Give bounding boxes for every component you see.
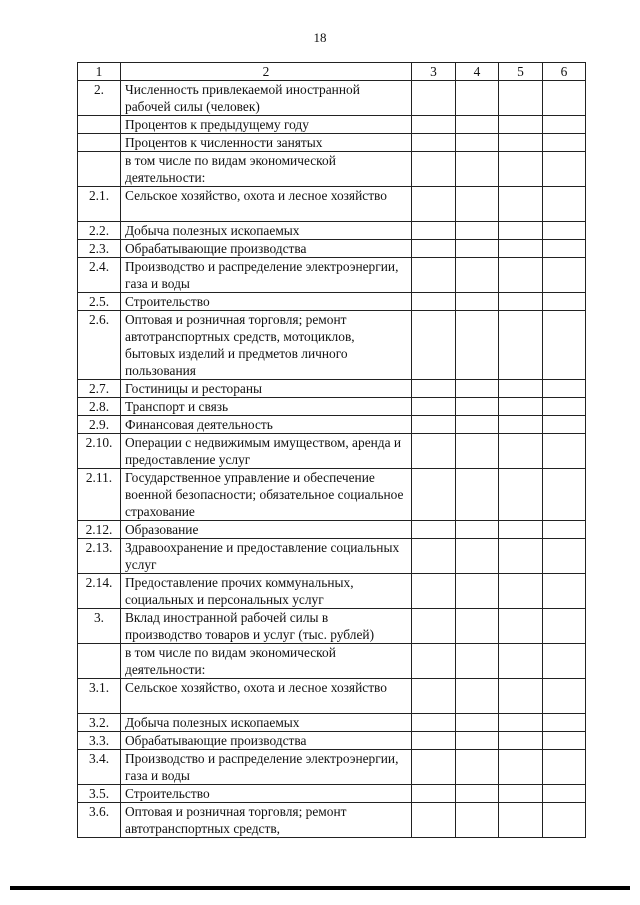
table-row <box>78 187 586 222</box>
value-cell-col-5[interactable] <box>499 116 543 134</box>
value-cell-col-3[interactable] <box>412 732 456 750</box>
value-cell-col-4[interactable] <box>456 311 499 380</box>
table-row <box>78 152 586 187</box>
indicator-name: в том числе по видам экономической деятельности: <box>121 152 412 187</box>
row-number: 2.11. <box>78 469 121 521</box>
indicator-name: Образование <box>121 521 412 539</box>
value-cell-col-5[interactable] <box>499 134 543 152</box>
row-number: 2.6. <box>78 311 121 380</box>
indicator-name: Процентов к предыдущему году <box>121 116 412 134</box>
value-cell-col-6[interactable] <box>543 785 586 803</box>
value-cell-col-6[interactable] <box>543 521 586 539</box>
column-header: 4 <box>456 63 499 81</box>
value-cell-col-4[interactable] <box>456 398 499 416</box>
value-cell-col-6[interactable] <box>543 539 586 574</box>
table-row <box>78 785 586 803</box>
value-cell-col-6[interactable] <box>543 469 586 521</box>
row-number: 2.12. <box>78 521 121 539</box>
table-row <box>78 311 586 380</box>
value-cell-col-3[interactable] <box>412 258 456 293</box>
indicator-name: Оптовая и розничная торговля; ремонт автотранспортных средств, мотоциклов, бытовых изделий и предметов личного пользования <box>121 311 412 380</box>
value-cell-col-4[interactable] <box>456 644 499 679</box>
indicator-name: Обрабатывающие производства <box>121 732 412 750</box>
value-cell-col-4[interactable] <box>456 258 499 293</box>
value-cell-col-3[interactable] <box>412 187 456 222</box>
value-cell-col-5[interactable] <box>499 803 543 838</box>
value-cell-col-4[interactable] <box>456 187 499 222</box>
value-cell-col-4[interactable] <box>456 521 499 539</box>
row-number: 2.10. <box>78 434 121 469</box>
value-cell-col-3[interactable] <box>412 469 456 521</box>
value-cell-col-3[interactable] <box>412 152 456 187</box>
value-cell-col-5[interactable] <box>499 679 543 714</box>
indicator-name: Сельское хозяйство, охота и лесное хозяйство <box>121 679 412 714</box>
value-cell-col-4[interactable] <box>456 116 499 134</box>
row-number <box>78 152 121 187</box>
value-cell-col-3[interactable] <box>412 785 456 803</box>
value-cell-col-4[interactable] <box>456 574 499 609</box>
row-number: 2.1. <box>78 187 121 222</box>
row-number: 2.2. <box>78 222 121 240</box>
value-cell-col-4[interactable] <box>456 679 499 714</box>
table-row <box>78 116 586 134</box>
indicator-name: Добыча полезных ископаемых <box>121 222 412 240</box>
value-cell-col-3[interactable] <box>412 539 456 574</box>
value-cell-col-4[interactable] <box>456 434 499 469</box>
value-cell-col-6[interactable] <box>543 311 586 380</box>
value-cell-col-4[interactable] <box>456 380 499 398</box>
value-cell-col-5[interactable] <box>499 750 543 785</box>
indicator-name: Процентов к численности занятых <box>121 134 412 152</box>
value-cell-col-4[interactable] <box>456 416 499 434</box>
value-cell-col-6[interactable] <box>543 732 586 750</box>
value-cell-col-5[interactable] <box>499 644 543 679</box>
table-row <box>78 380 586 398</box>
value-cell-col-5[interactable] <box>499 732 543 750</box>
value-cell-col-5[interactable] <box>499 293 543 311</box>
value-cell-col-3[interactable] <box>412 293 456 311</box>
value-cell-col-3[interactable] <box>412 398 456 416</box>
table-row <box>78 714 586 732</box>
row-number: 2.13. <box>78 539 121 574</box>
indicator-name: Государственное управление и обеспечение военной безопасности; обязательное социальное страхование <box>121 469 412 521</box>
value-cell-col-4[interactable] <box>456 152 499 187</box>
value-cell-col-6[interactable] <box>543 644 586 679</box>
value-cell-col-5[interactable] <box>499 81 543 116</box>
table-row <box>78 293 586 311</box>
value-cell-col-6[interactable] <box>543 152 586 187</box>
table-row <box>78 679 586 714</box>
value-cell-col-4[interactable] <box>456 785 499 803</box>
value-cell-col-5[interactable] <box>499 222 543 240</box>
table-row <box>78 398 586 416</box>
value-cell-col-4[interactable] <box>456 609 499 644</box>
indicator-name: Производство и распределение электроэнергии, газа и воды <box>121 750 412 785</box>
value-cell-col-4[interactable] <box>456 469 499 521</box>
value-cell-col-3[interactable] <box>412 240 456 258</box>
indicator-name: Вклад иностранной рабочей силы в производство товаров и услуг (тыс. рублей) <box>121 609 412 644</box>
table-row <box>78 539 586 574</box>
indicator-name: Здравоохранение и предоставление социальных услуг <box>121 539 412 574</box>
row-number: 3.2. <box>78 714 121 732</box>
indicator-name: Финансовая деятельность <box>121 416 412 434</box>
value-cell-col-3[interactable] <box>412 803 456 838</box>
indicator-name: Численность привлекаемой иностранной рабочей силы (человек) <box>121 81 412 116</box>
row-number: 2.7. <box>78 380 121 398</box>
table-row <box>78 732 586 750</box>
row-number: 3.1. <box>78 679 121 714</box>
indicator-name: в том числе по видам экономической деятельности: <box>121 644 412 679</box>
row-number: 2.9. <box>78 416 121 434</box>
value-cell-col-5[interactable] <box>499 240 543 258</box>
value-cell-col-6[interactable] <box>543 434 586 469</box>
value-cell-col-3[interactable] <box>412 416 456 434</box>
row-number: 3.5. <box>78 785 121 803</box>
value-cell-col-4[interactable] <box>456 293 499 311</box>
table-row <box>78 240 586 258</box>
row-number: 2.8. <box>78 398 121 416</box>
value-cell-col-6[interactable] <box>543 679 586 714</box>
value-cell-col-4[interactable] <box>456 539 499 574</box>
value-cell-col-4[interactable] <box>456 732 499 750</box>
value-cell-col-6[interactable] <box>543 258 586 293</box>
row-number: 2.4. <box>78 258 121 293</box>
table-row <box>78 81 586 116</box>
value-cell-col-6[interactable] <box>543 187 586 222</box>
value-cell-col-6[interactable] <box>543 81 586 116</box>
column-header: 2 <box>121 63 412 81</box>
value-cell-col-6[interactable] <box>543 750 586 785</box>
indicator-name: Производство и распределение электроэнергии, газа и воды <box>121 258 412 293</box>
row-number: 3.3. <box>78 732 121 750</box>
value-cell-col-3[interactable] <box>412 81 456 116</box>
column-header: 3 <box>412 63 456 81</box>
value-cell-col-5[interactable] <box>499 521 543 539</box>
table-row <box>78 803 586 838</box>
value-cell-col-4[interactable] <box>456 222 499 240</box>
value-cell-col-3[interactable] <box>412 750 456 785</box>
value-cell-col-6[interactable] <box>543 398 586 416</box>
value-cell-col-5[interactable] <box>499 311 543 380</box>
value-cell-col-4[interactable] <box>456 81 499 116</box>
value-cell-col-3[interactable] <box>412 311 456 380</box>
table-row <box>78 574 586 609</box>
value-cell-col-3[interactable] <box>412 644 456 679</box>
table-row <box>78 609 586 644</box>
column-header: 1 <box>78 63 121 81</box>
value-cell-col-6[interactable] <box>543 134 586 152</box>
indicator-name: Обрабатывающие производства <box>121 240 412 258</box>
value-cell-col-5[interactable] <box>499 714 543 732</box>
value-cell-col-5[interactable] <box>499 574 543 609</box>
value-cell-col-6[interactable] <box>543 240 586 258</box>
value-cell-col-3[interactable] <box>412 116 456 134</box>
value-cell-col-6[interactable] <box>543 609 586 644</box>
table-header-row <box>78 63 586 81</box>
row-number: 2.3. <box>78 240 121 258</box>
value-cell-col-3[interactable] <box>412 609 456 644</box>
value-cell-col-5[interactable] <box>499 539 543 574</box>
column-header: 6 <box>543 63 586 81</box>
value-cell-col-5[interactable] <box>499 152 543 187</box>
indicator-name: Сельское хозяйство, охота и лесное хозяйство <box>121 187 412 222</box>
value-cell-col-3[interactable] <box>412 134 456 152</box>
row-number: 2.14. <box>78 574 121 609</box>
column-header: 5 <box>499 63 543 81</box>
indicator-name: Добыча полезных ископаемых <box>121 714 412 732</box>
value-cell-col-5[interactable] <box>499 416 543 434</box>
table-row <box>78 258 586 293</box>
value-cell-col-5[interactable] <box>499 469 543 521</box>
value-cell-col-4[interactable] <box>456 240 499 258</box>
table-row <box>78 134 586 152</box>
table-row <box>78 222 586 240</box>
value-cell-col-3[interactable] <box>412 222 456 240</box>
row-number: 2. <box>78 81 121 116</box>
table-row <box>78 521 586 539</box>
row-number: 2.5. <box>78 293 121 311</box>
value-cell-col-4[interactable] <box>456 134 499 152</box>
row-number: 3.6. <box>78 803 121 838</box>
value-cell-col-3[interactable] <box>412 574 456 609</box>
row-number: 3.4. <box>78 750 121 785</box>
value-cell-col-6[interactable] <box>543 293 586 311</box>
value-cell-col-6[interactable] <box>543 574 586 609</box>
indicator-name: Предоставление прочих коммунальных, социальных и персональных услуг <box>121 574 412 609</box>
value-cell-col-6[interactable] <box>543 714 586 732</box>
value-cell-col-6[interactable] <box>543 803 586 838</box>
value-cell-col-5[interactable] <box>499 609 543 644</box>
table-row <box>78 644 586 679</box>
table-row <box>78 434 586 469</box>
value-cell-col-3[interactable] <box>412 434 456 469</box>
indicator-name: Гостиницы и рестораны <box>121 380 412 398</box>
value-cell-col-3[interactable] <box>412 679 456 714</box>
row-number <box>78 134 121 152</box>
value-cell-col-6[interactable] <box>543 416 586 434</box>
value-cell-col-3[interactable] <box>412 521 456 539</box>
value-cell-col-3[interactable] <box>412 380 456 398</box>
row-number <box>78 644 121 679</box>
indicator-name: Строительство <box>121 785 412 803</box>
value-cell-col-5[interactable] <box>499 398 543 416</box>
row-number: 3. <box>78 609 121 644</box>
value-cell-col-6[interactable] <box>543 116 586 134</box>
value-cell-col-5[interactable] <box>499 258 543 293</box>
value-cell-col-4[interactable] <box>456 803 499 838</box>
value-cell-col-5[interactable] <box>499 187 543 222</box>
value-cell-col-4[interactable] <box>456 750 499 785</box>
table-row <box>78 469 586 521</box>
value-cell-col-5[interactable] <box>499 434 543 469</box>
indicator-name: Транспорт и связь <box>121 398 412 416</box>
statistics-table <box>77 62 586 838</box>
indicator-name: Строительство <box>121 293 412 311</box>
value-cell-col-3[interactable] <box>412 714 456 732</box>
table-row <box>78 750 586 785</box>
value-cell-col-5[interactable] <box>499 380 543 398</box>
indicator-name: Оптовая и розничная торговля; ремонт автотранспортных средств, <box>121 803 412 838</box>
value-cell-col-4[interactable] <box>456 714 499 732</box>
bottom-rule <box>10 886 630 890</box>
value-cell-col-6[interactable] <box>543 222 586 240</box>
page-number: 18 <box>313 30 327 45</box>
table-row <box>78 416 586 434</box>
value-cell-col-6[interactable] <box>543 380 586 398</box>
row-number <box>78 116 121 134</box>
indicator-name: Операции с недвижимым имуществом, аренда и предоставление услуг <box>121 434 412 469</box>
value-cell-col-5[interactable] <box>499 785 543 803</box>
